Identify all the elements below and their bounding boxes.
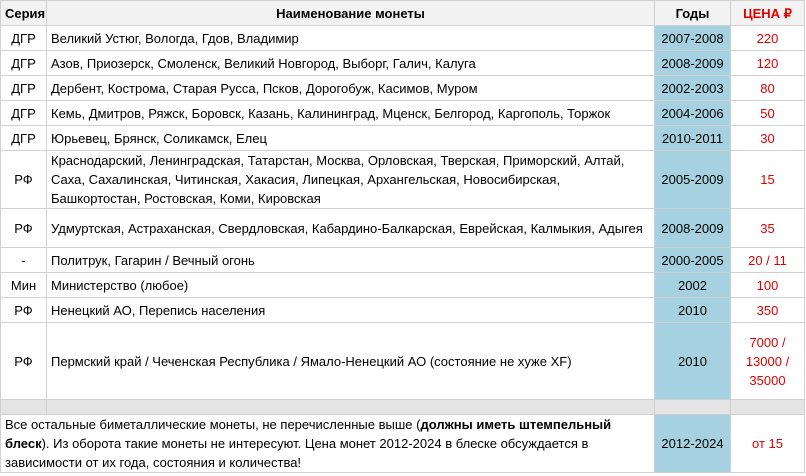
price-cell[interactable]: 20 / 11 <box>731 248 805 273</box>
table-row <box>1 76 805 101</box>
name-cell[interactable]: Пермский край / Чеченская Республика / Ямало-Ненецкий АО (состояние не хуже XF) <box>47 323 655 400</box>
table-row <box>1 101 805 126</box>
table-row <box>1 126 805 151</box>
footer-price-cell[interactable]: от 15 <box>731 415 805 473</box>
header-price[interactable]: ЦЕНА ₽ <box>731 1 805 26</box>
years-cell[interactable]: 2008-2009 <box>655 51 731 76</box>
years-cell[interactable]: 2010-2011 <box>655 126 731 151</box>
years-cell[interactable]: 2002 <box>655 273 731 298</box>
price-cell[interactable]: 120 <box>731 51 805 76</box>
table-row <box>1 298 805 323</box>
header-years[interactable]: Годы <box>655 1 731 26</box>
name-cell[interactable]: Азов, Приозерск, Смоленск, Великий Новгород, Выборг, Галич, Калуга <box>47 51 655 76</box>
footer-row <box>1 415 805 473</box>
header-name[interactable]: Наименование монеты <box>47 1 655 26</box>
years-cell[interactable]: 2010 <box>655 323 731 400</box>
empty-cell[interactable] <box>47 400 655 415</box>
series-cell[interactable]: - <box>1 248 47 273</box>
header-row <box>1 1 805 26</box>
price-cell[interactable]: 30 <box>731 126 805 151</box>
series-cell[interactable]: ДГР <box>1 126 47 151</box>
name-cell[interactable]: Дербент, Кострома, Старая Русса, Псков, Дорогобуж, Касимов, Муром <box>47 76 655 101</box>
years-cell[interactable]: 2008-2009 <box>655 209 731 248</box>
series-cell[interactable]: Мин <box>1 273 47 298</box>
price-cell[interactable]: 50 <box>731 101 805 126</box>
series-cell[interactable]: РФ <box>1 151 47 209</box>
price-cell[interactable]: 7000 / 13000 / 35000 <box>731 323 805 400</box>
name-cell[interactable]: Краснодарский, Ленинградская, Татарстан, Москва, Орловская, Тверская, Приморский, Алтай, Саха, Сахалинская, Читинская, Хакасия, Липецкая, Архангельская, Новосибирская, Башкортостан, Ростовская, Коми, Кировская <box>47 151 655 209</box>
name-cell[interactable]: Ненецкий АО, Перепись населения <box>47 298 655 323</box>
series-cell[interactable]: РФ <box>1 323 47 400</box>
series-cell[interactable]: ДГР <box>1 76 47 101</box>
name-cell[interactable]: Министерство (любое) <box>47 273 655 298</box>
footer-text-before: Все остальные биметаллические монеты, не перечисленные выше ( <box>5 417 421 432</box>
name-cell[interactable]: Удмуртская, Астраханская, Свердловская, Кабардино-Балкарская, Еврейская, Калмыкия, Адыгея <box>47 209 655 248</box>
series-cell[interactable]: ДГР <box>1 101 47 126</box>
series-cell[interactable]: ДГР <box>1 51 47 76</box>
years-cell[interactable]: 2005-2009 <box>655 151 731 209</box>
price-cell[interactable]: 350 <box>731 298 805 323</box>
name-cell[interactable]: Великий Устюг, Вологда, Гдов, Владимир <box>47 26 655 51</box>
series-cell[interactable]: РФ <box>1 298 47 323</box>
table-row <box>1 248 805 273</box>
price-cell[interactable]: 100 <box>731 273 805 298</box>
footer-note-cell[interactable] <box>1 415 655 473</box>
table-row <box>1 273 805 298</box>
years-cell[interactable]: 2002-2003 <box>655 76 731 101</box>
years-cell[interactable]: 2010 <box>655 298 731 323</box>
name-cell[interactable]: Политрук, Гагарин / Вечный огонь <box>47 248 655 273</box>
footer-years-cell[interactable]: 2012-2024 <box>655 415 731 473</box>
empty-cell[interactable] <box>1 400 47 415</box>
separator-row <box>1 400 805 415</box>
series-cell[interactable]: ДГР <box>1 26 47 51</box>
price-cell[interactable]: 15 <box>731 151 805 209</box>
price-cell[interactable]: 220 <box>731 26 805 51</box>
years-cell[interactable]: 2000-2005 <box>655 248 731 273</box>
price-cell[interactable]: 80 <box>731 76 805 101</box>
table-row <box>1 323 805 400</box>
header-series[interactable]: Серия <box>1 1 47 26</box>
years-cell[interactable]: 2007-2008 <box>655 26 731 51</box>
years-cell[interactable]: 2004-2006 <box>655 101 731 126</box>
name-cell[interactable]: Кемь, Дмитров, Ряжск, Боровск, Казань, Калининград, Мценск, Белгород, Каргополь, Торжок <box>47 101 655 126</box>
footer-text-after: ). Из оборота такие монеты не интересуют. Цена монет 2012-2024 в блеске обсуждается в зависимости от их года, состояния и количества! <box>5 436 589 470</box>
table-row <box>1 26 805 51</box>
table-row <box>1 209 805 248</box>
empty-cell[interactable] <box>731 400 805 415</box>
table-row <box>1 51 805 76</box>
series-cell[interactable]: РФ <box>1 209 47 248</box>
table-row <box>1 151 805 209</box>
name-cell[interactable]: Юрьевец, Брянск, Соликамск, Елец <box>47 126 655 151</box>
empty-cell[interactable] <box>655 400 731 415</box>
price-cell[interactable]: 35 <box>731 209 805 248</box>
footer-text-bold: должны иметь штемпельный блеск <box>5 417 612 451</box>
